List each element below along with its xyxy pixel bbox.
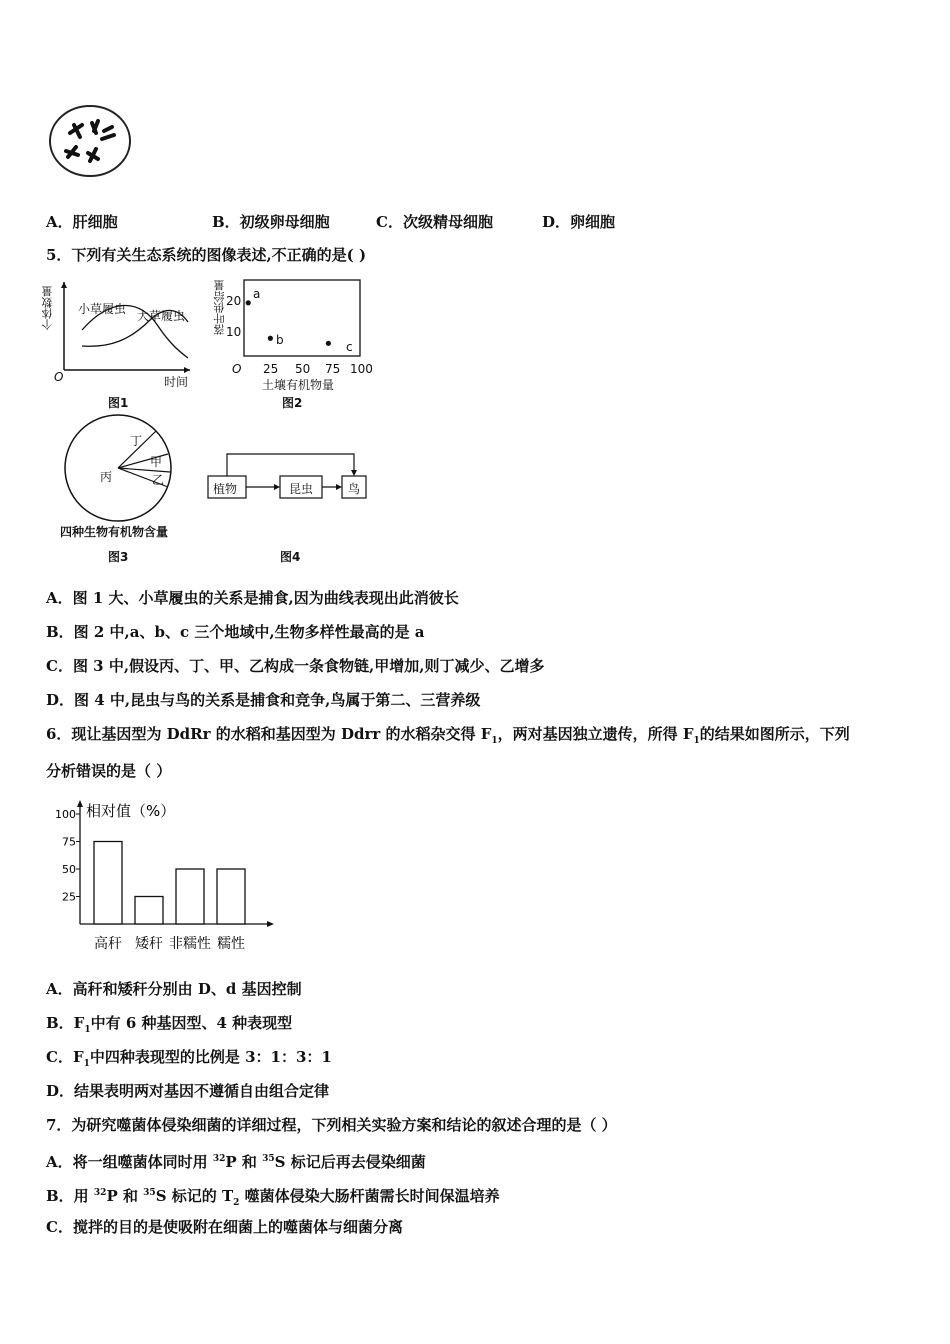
- q6-stem-sub1: 1: [491, 736, 498, 746]
- q7-a-pre: A．将一组噬菌体同时用: [46, 1153, 213, 1171]
- q6-option-b: [46, 1013, 292, 1040]
- fig2-point-label-c: c: [346, 340, 353, 354]
- fig4-node-plant: 植物: [213, 482, 238, 496]
- fig2-point-a: [246, 300, 251, 305]
- q5-figure-2: [230, 278, 370, 368]
- fig1-xlabel: 时间: [164, 375, 189, 389]
- fig2-point-label-a: a: [253, 287, 261, 301]
- q7-a-sup32: 32: [212, 1154, 226, 1164]
- fig2-ytick-20: 20: [226, 294, 242, 308]
- fig3-caption: 图3: [108, 550, 129, 564]
- fig2-point-label-b: b: [276, 333, 284, 347]
- q7-b-sub2: 2: [233, 1198, 240, 1208]
- q6-option-c-post: 中四种表现型的比例是 3：1：3：1: [89, 1048, 332, 1066]
- bar-1: [135, 897, 163, 925]
- fig4-node-insect: 昆虫: [289, 482, 314, 496]
- bar-chart-ytick-label: 75: [62, 835, 76, 849]
- q6-stem: [46, 724, 850, 751]
- fig2-ylabel: 落叶供给量: [213, 280, 226, 335]
- q7-option-c: C．搅拌的目的是使吸附在细菌上的噬菌体与细菌分离: [46, 1218, 403, 1236]
- fig3-slice-jia: 甲: [150, 455, 163, 469]
- fig2-xtick-25: 25: [263, 362, 279, 376]
- q7-b-sup35: 35: [143, 1188, 156, 1198]
- bar-category-label: 高秆: [94, 936, 122, 952]
- fig2-origin: O: [232, 362, 242, 376]
- q7-b-pre: B．用: [46, 1187, 94, 1205]
- fig2-point-c: [326, 341, 331, 346]
- fig3-slice-ding: 丁: [130, 434, 143, 448]
- fig2-caption: 图2: [282, 396, 303, 410]
- bar-chart-ytick-label: 100: [55, 808, 76, 821]
- q5-option-c: C．图 3 中,假设丙、丁、甲、乙构成一条食物链,甲增加,则丁减少、乙增多: [46, 657, 545, 675]
- bar-2: [176, 869, 204, 924]
- fig1-origin: O: [54, 370, 64, 384]
- q7-stem: 7．为研究噬菌体侵染细菌的详细过程，下列相关实验方案和结论的叙述合理的是（ ）: [46, 1116, 617, 1134]
- fig2-point-b: [268, 336, 273, 341]
- q4-option-c: C．次级精母细胞: [376, 213, 493, 231]
- q6-option-c-pre: C．F: [46, 1048, 84, 1066]
- bar-chart-ylabel: 相对值（%）: [86, 802, 176, 820]
- bar-3: [217, 869, 245, 924]
- q6-option-b-sub: 1: [84, 1025, 91, 1035]
- fig3-slice-bing: 丙: [100, 470, 113, 484]
- q6-option-d: D．结果表明两对基因不遵循自由组合定律: [46, 1082, 330, 1100]
- q7-a-mid: P 和: [225, 1153, 263, 1171]
- fig4-node-bird: 鸟: [348, 482, 361, 496]
- q7-a-sup35: 35: [262, 1154, 275, 1164]
- q4-option-b: B．初级卵母细胞: [212, 213, 330, 231]
- q6-stem-line2: 分析错误的是（ ）: [46, 762, 172, 780]
- bar-chart-ytick-label: 50: [62, 863, 76, 876]
- q6-option-c-sub: 1: [83, 1059, 90, 1069]
- fig2-xtick-75: 75: [325, 362, 341, 376]
- q6-bar-chart: [50, 796, 290, 961]
- q6-stem-sub2: 1: [693, 736, 700, 746]
- q6-option-a: A．高秆和矮秆分别由 D、d 基因控制: [46, 980, 302, 998]
- q6-stem-b: ，两对基因独立遗传，所得 F: [497, 725, 694, 743]
- fig2-xtick-100: 100: [350, 362, 373, 376]
- q7-option-a: [46, 1149, 426, 1172]
- bar-category-label: 糯性: [217, 936, 245, 952]
- q7-b-sup32: 32: [93, 1188, 107, 1198]
- q6-stem-a: 6．现让基因型为 DdRr 的水稻和基因型为 Ddrr 的水稻杂交得 F: [46, 725, 492, 743]
- fig1-caption: 图1: [108, 396, 129, 410]
- fig1-curve-large: 大草履虫: [137, 309, 186, 323]
- q7-b-mid2: S 标记的 T: [155, 1187, 234, 1205]
- q4-option-d: D．卵细胞: [542, 213, 616, 231]
- fig1-curve-small: 小草履虫: [78, 302, 127, 316]
- fig2-xtick-50: 50: [295, 362, 311, 376]
- q5-option-d: D．图 4 中,昆虫与鸟的关系是捕食和竞争,鸟属于第二、三营养级: [46, 691, 481, 709]
- bar-category-label: 非糯性: [169, 936, 211, 952]
- q6-option-b-pre: B．F: [46, 1014, 85, 1032]
- q7-a-post: S 标记后再去侵染细菌: [274, 1153, 426, 1171]
- fig1-ylabel: 个体数量: [41, 286, 54, 330]
- bar-chart-ytick-label: 25: [62, 890, 76, 904]
- bar-0: [94, 842, 122, 925]
- fig2-ytick-10: 10: [226, 325, 242, 339]
- fig4-caption: 图4: [280, 550, 301, 564]
- q6-option-c: [46, 1047, 332, 1074]
- q5-option-b: B．图 2 中,a、b、c 三个地域中,生物多样性最高的是 a: [46, 623, 425, 641]
- fig2-xlabel: 土壤有机物量: [262, 378, 335, 392]
- q5-figure-1: [40, 278, 200, 388]
- q5-stem: 5．下列有关生态系统的图像表述,不正确的是( ): [46, 246, 367, 264]
- q4-option-a: A．肝细胞: [46, 213, 118, 231]
- fig3-title: 四种生物有机物含量: [60, 525, 169, 539]
- q7-option-b: [46, 1183, 500, 1213]
- q6-stem-c: 的结果如图所示，下列: [699, 725, 850, 743]
- fig3-slice-yi: 乙: [152, 473, 165, 487]
- q6-option-b-post: 中有 6 种基因型、4 种表现型: [90, 1014, 293, 1032]
- q7-b-post: 噬菌体侵染大肠杆菌需长时间保温培养: [239, 1187, 500, 1205]
- q7-b-mid: P 和: [106, 1187, 144, 1205]
- bar-category-label: 矮秆: [135, 936, 163, 952]
- q5-figure-4: [200, 448, 380, 508]
- q5-option-a: A．图 1 大、小草履虫的关系是捕食,因为曲线表现出此消彼长: [46, 589, 459, 607]
- chromosome-cell-figure: [46, 103, 134, 181]
